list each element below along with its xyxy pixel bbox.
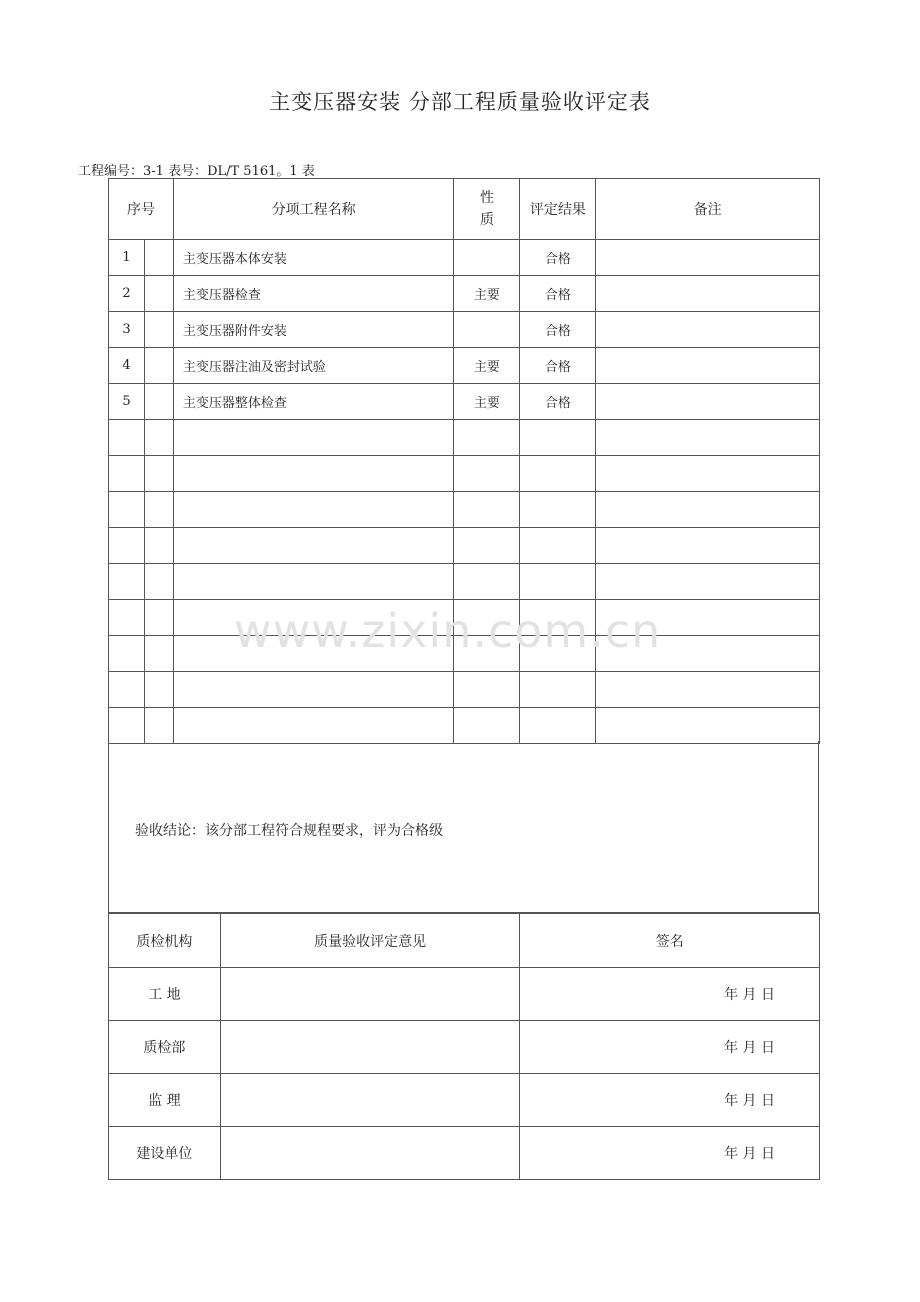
header-seq: 序号 <box>109 179 174 240</box>
cell-seq <box>109 672 145 708</box>
cell-opinion <box>220 1021 520 1074</box>
cell-result: 合格 <box>520 348 596 384</box>
cell-seq <box>109 564 145 600</box>
cell-nature <box>454 456 520 492</box>
cell-seq <box>109 708 145 744</box>
table-row <box>109 492 820 528</box>
cell-result: 合格 <box>520 384 596 420</box>
table-row <box>109 456 820 492</box>
cell-org: 工 地 <box>109 968 221 1021</box>
cell-opinion <box>220 1074 520 1127</box>
cell-remark <box>596 276 820 312</box>
watermark: www.zixin.com.cn <box>234 604 662 658</box>
sign-row <box>109 1127 820 1180</box>
sign-table <box>108 913 820 1180</box>
cell-sub <box>144 672 173 708</box>
table-row <box>109 708 820 744</box>
cell-remark <box>596 420 820 456</box>
cell-nature <box>454 492 520 528</box>
cell-name <box>173 708 454 744</box>
cell-seq: 3 <box>109 312 145 348</box>
cell-date: 年 月 日 <box>520 968 820 1021</box>
cell-seq: 2 <box>109 276 145 312</box>
cell-remark <box>596 564 820 600</box>
cell-date: 年 月 日 <box>520 1021 820 1074</box>
cell-nature: 主要 <box>454 276 520 312</box>
cell-nature <box>454 312 520 348</box>
cell-result <box>520 672 596 708</box>
cell-remark <box>596 384 820 420</box>
cell-opinion <box>220 1127 520 1180</box>
cell-seq <box>109 600 145 636</box>
conclusion-box <box>108 741 819 913</box>
table-row <box>109 312 820 348</box>
items-header-row <box>109 179 820 240</box>
cell-remark <box>596 312 820 348</box>
cell-remark <box>596 240 820 276</box>
cell-sub <box>144 276 173 312</box>
cell-sub <box>144 348 173 384</box>
table-row <box>109 528 820 564</box>
cell-remark <box>596 492 820 528</box>
cell-remark <box>596 528 820 564</box>
cell-seq: 5 <box>109 384 145 420</box>
cell-nature <box>454 528 520 564</box>
table-row <box>109 564 820 600</box>
header-name: 分项工程名称 <box>173 179 454 240</box>
sign-row <box>109 968 820 1021</box>
header-signature: 签名 <box>520 914 820 968</box>
cell-opinion <box>220 968 520 1021</box>
cell-nature <box>454 672 520 708</box>
cell-result: 合格 <box>520 240 596 276</box>
cell-remark <box>596 456 820 492</box>
table-row <box>109 420 820 456</box>
cell-org: 建设单位 <box>109 1127 221 1180</box>
cell-sub <box>144 240 173 276</box>
conclusion-text: 验收结论：该分部工程符合规程要求，评为合格级 <box>135 823 443 839</box>
cell-result: 合格 <box>520 276 596 312</box>
cell-result <box>520 492 596 528</box>
cell-name <box>173 492 454 528</box>
cell-sub <box>144 708 173 744</box>
cell-sub <box>144 312 173 348</box>
table-row <box>109 348 820 384</box>
cell-sub <box>144 600 173 636</box>
cell-name <box>173 672 454 708</box>
cell-name: 主变压器注油及密封试验 <box>173 348 454 384</box>
cell-sub <box>144 420 173 456</box>
cell-seq: 4 <box>109 348 145 384</box>
cell-result <box>520 708 596 744</box>
cell-name <box>173 564 454 600</box>
cell-sub <box>144 384 173 420</box>
table-row <box>109 672 820 708</box>
cell-sub <box>144 636 173 672</box>
cell-sub <box>144 564 173 600</box>
table-row <box>109 384 820 420</box>
cell-nature <box>454 420 520 456</box>
cell-nature <box>454 708 520 744</box>
cell-result <box>520 456 596 492</box>
cell-nature: 主要 <box>454 384 520 420</box>
cell-date: 年 月 日 <box>520 1127 820 1180</box>
header-opinion: 质量验收评定意见 <box>220 914 520 968</box>
cell-name: 主变压器检查 <box>173 276 454 312</box>
table-row <box>109 240 820 276</box>
cell-remark <box>596 672 820 708</box>
cell-date: 年 月 日 <box>520 1074 820 1127</box>
table-row <box>109 276 820 312</box>
cell-org: 监 理 <box>109 1074 221 1127</box>
cell-nature: 主要 <box>454 348 520 384</box>
sign-row <box>109 1021 820 1074</box>
cell-seq <box>109 456 145 492</box>
cell-seq <box>109 420 145 456</box>
cell-sub <box>144 492 173 528</box>
cell-result <box>520 564 596 600</box>
cell-sub <box>144 456 173 492</box>
cell-seq <box>109 528 145 564</box>
cell-name: 主变压器本体安装 <box>173 240 454 276</box>
cell-seq <box>109 492 145 528</box>
cell-org: 质检部 <box>109 1021 221 1074</box>
sign-row <box>109 1074 820 1127</box>
cell-remark <box>596 348 820 384</box>
cell-name: 主变压器整体检查 <box>173 384 454 420</box>
cell-sub <box>144 528 173 564</box>
header-nature: 性 质 <box>454 179 520 240</box>
cell-nature <box>454 240 520 276</box>
sign-header-row <box>109 914 820 968</box>
cell-result <box>520 528 596 564</box>
project-meta: 工程编号：3-1 表号：DL/T 5161。1 表 <box>78 164 315 179</box>
cell-name: 主变压器附件安装 <box>173 312 454 348</box>
cell-result: 合格 <box>520 312 596 348</box>
cell-seq: 1 <box>109 240 145 276</box>
cell-result <box>520 420 596 456</box>
header-org: 质检机构 <box>109 914 221 968</box>
cell-nature <box>454 564 520 600</box>
cell-name <box>173 456 454 492</box>
header-remark: 备注 <box>596 179 820 240</box>
items-table <box>108 178 820 744</box>
cell-remark <box>596 708 820 744</box>
cell-seq <box>109 636 145 672</box>
header-result: 评定结果 <box>520 179 596 240</box>
cell-name <box>173 420 454 456</box>
page-title: 主变压器安装 分部工程质量验收评定表 <box>269 90 651 114</box>
cell-name <box>173 528 454 564</box>
